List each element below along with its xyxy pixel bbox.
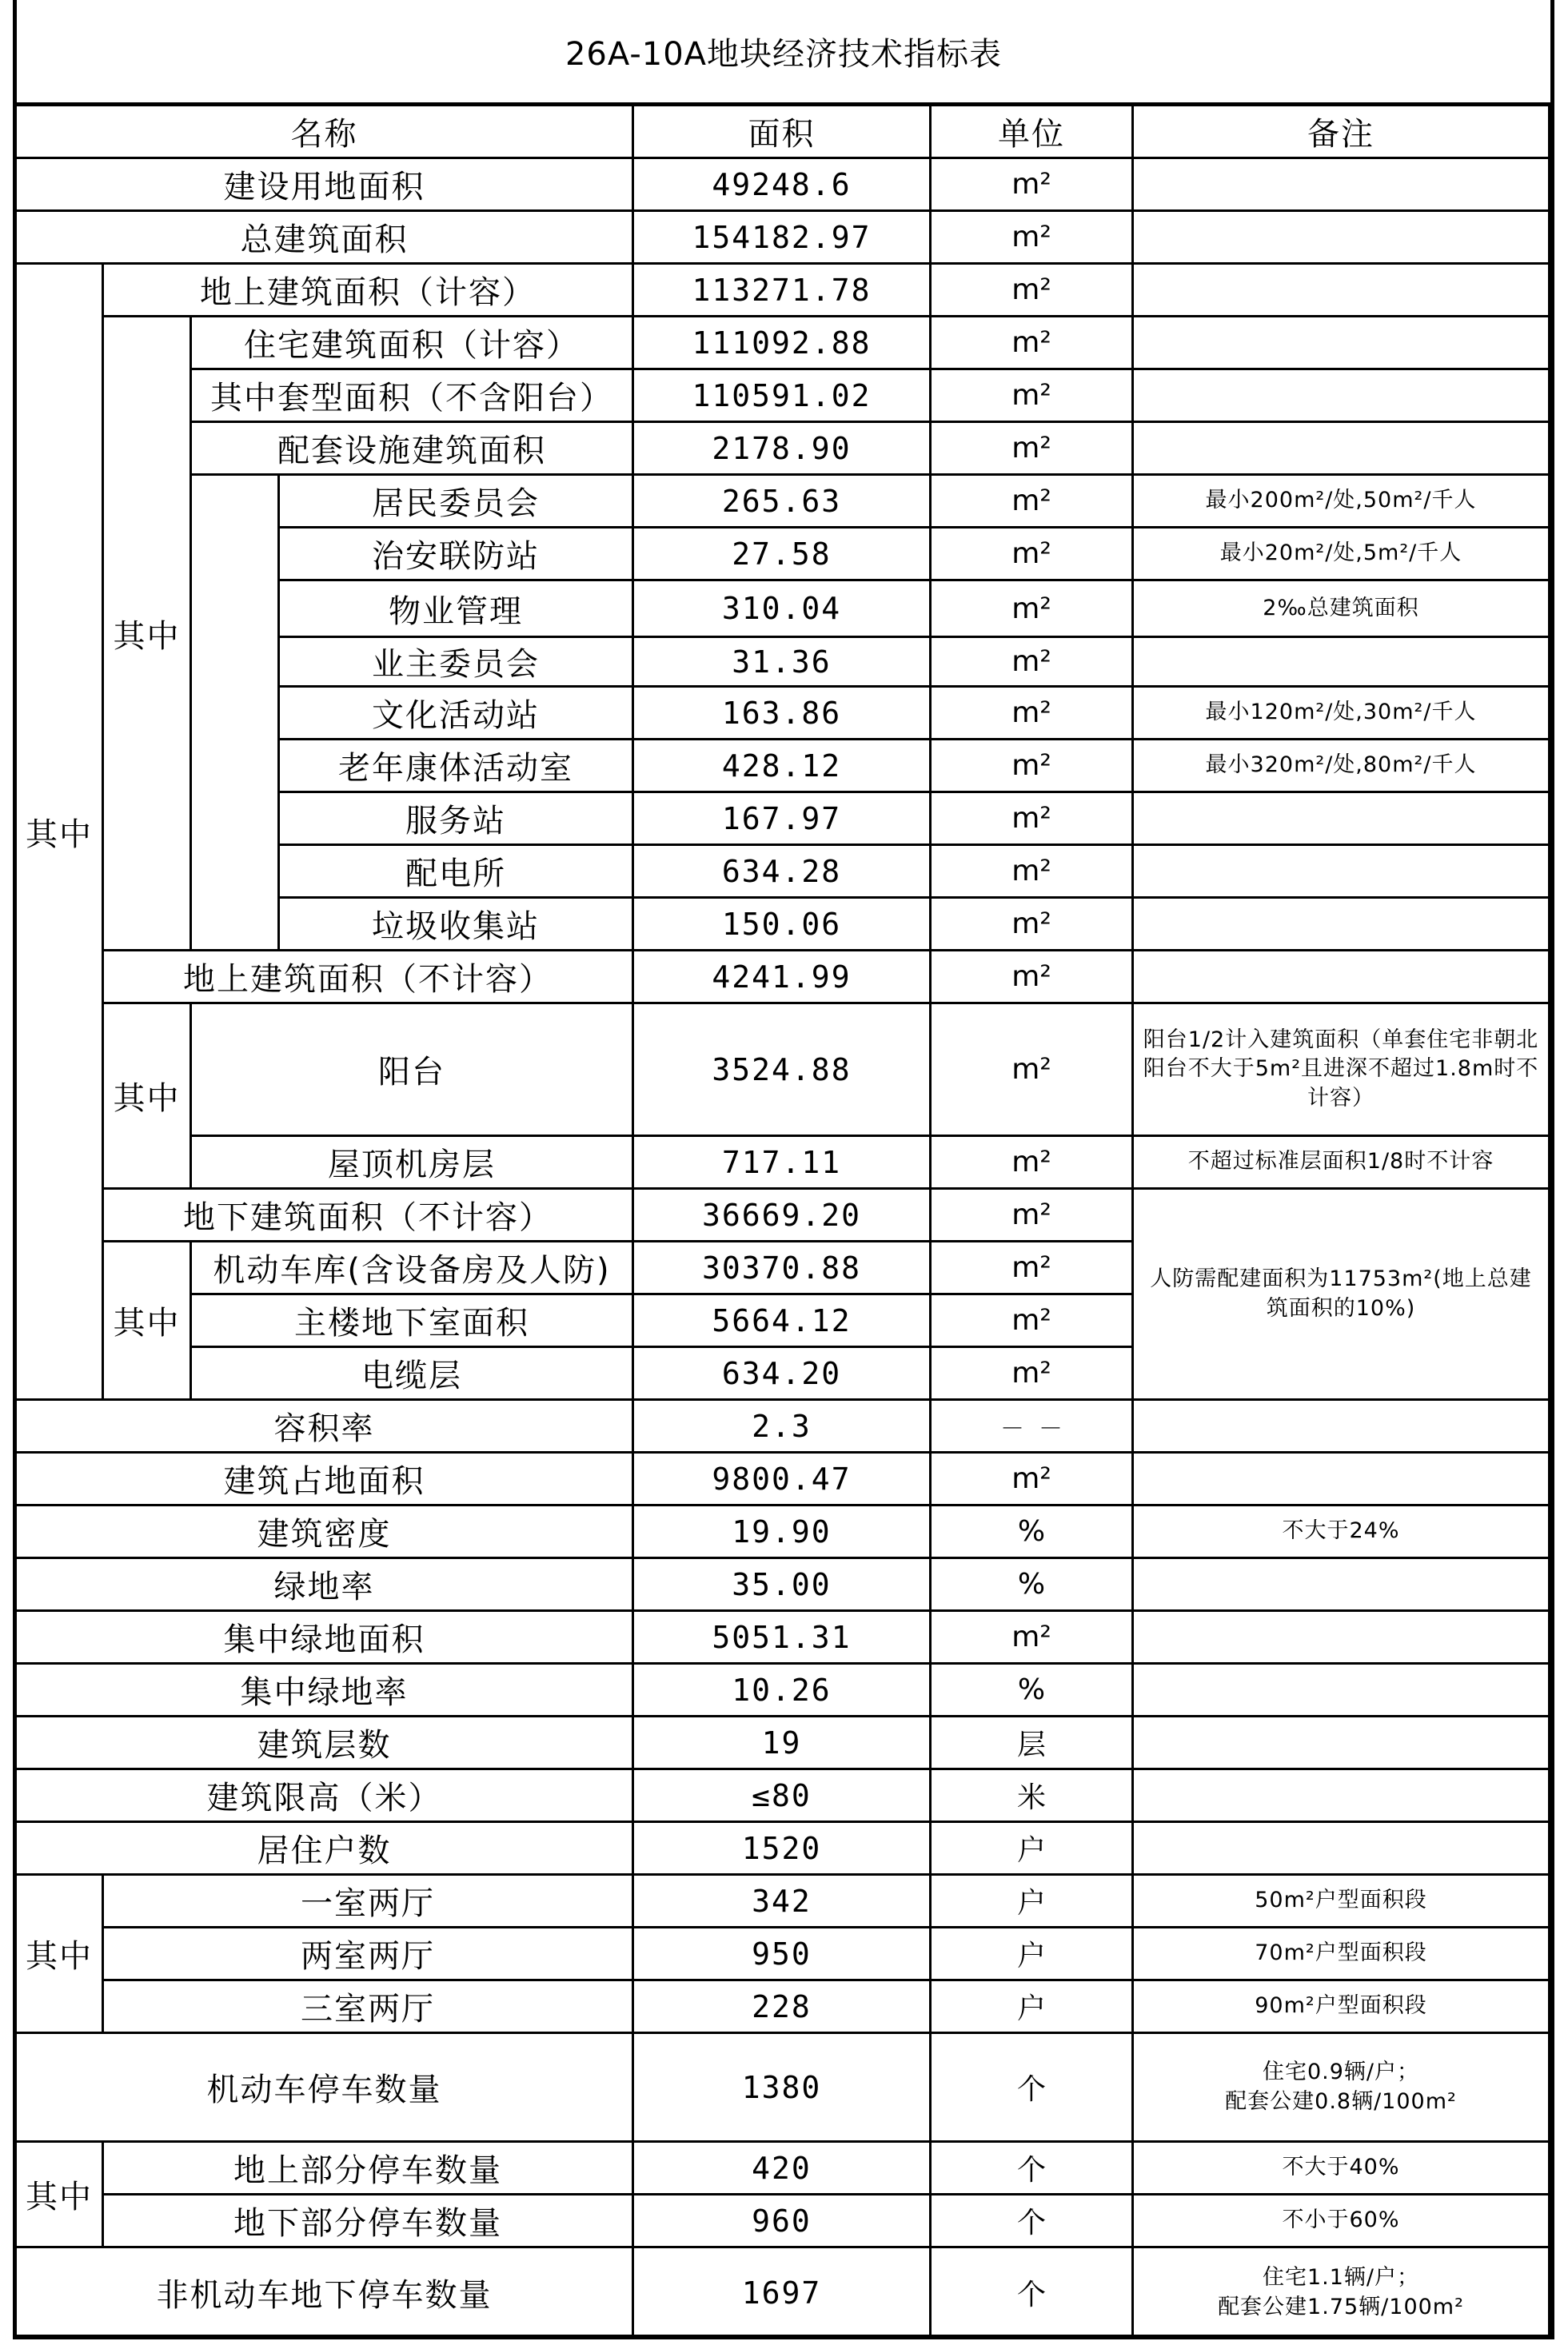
row-name: 配套设施建筑面积 bbox=[192, 423, 634, 476]
row-note bbox=[1134, 1559, 1550, 1612]
row-unit: 个 bbox=[932, 2143, 1134, 2195]
row-unit: m² bbox=[932, 370, 1134, 423]
row-name: 建筑层数 bbox=[17, 1717, 634, 1770]
row-area-value: 154182.97 bbox=[634, 212, 932, 265]
row-note bbox=[1134, 899, 1550, 951]
row-area-value: 228 bbox=[634, 1981, 932, 2034]
row-unit: 层 bbox=[932, 1717, 1134, 1770]
row-unit: m² bbox=[932, 793, 1134, 846]
row-unit: m² bbox=[932, 1137, 1134, 1190]
row-note: 不大于24% bbox=[1134, 1506, 1550, 1559]
row-unit: 个 bbox=[932, 2248, 1134, 2339]
row-area-value: ≤80 bbox=[634, 1770, 932, 1823]
table-title: 26A-10A地块经济技术指标表 bbox=[13, 0, 1554, 106]
row-name: 一室两厅 bbox=[104, 1876, 634, 1928]
row-name: 治安联防站 bbox=[280, 528, 634, 581]
row-note bbox=[1134, 1717, 1550, 1770]
row-unit: 米 bbox=[932, 1770, 1134, 1823]
row-area-value: 167.97 bbox=[634, 793, 932, 846]
row-name bbox=[192, 370, 634, 423]
row-name: 集中绿地面积 bbox=[17, 1612, 634, 1665]
row-name: 住宅建筑面积（计容） bbox=[192, 317, 634, 370]
row-area-value: 428.12 bbox=[634, 740, 932, 793]
row-note: 最小20m²/处,5m²/千人 bbox=[1134, 528, 1550, 581]
row-unit: m² bbox=[932, 1004, 1134, 1137]
row-area-value: 5664.12 bbox=[634, 1295, 932, 1348]
row-area-value: 150.06 bbox=[634, 899, 932, 951]
row-name: 物业管理 bbox=[280, 581, 634, 638]
row-area-value: 27.58 bbox=[634, 528, 932, 581]
row-unit: m² bbox=[932, 423, 1134, 476]
row-unit: 户 bbox=[932, 1928, 1134, 1981]
row-name: 电缆层 bbox=[192, 1348, 634, 1401]
row-area-value: 960 bbox=[634, 2195, 932, 2248]
row-area-value: 2178.90 bbox=[634, 423, 932, 476]
row-name: 居民委员会 bbox=[280, 476, 634, 528]
row-unit: % bbox=[932, 1506, 1134, 1559]
row-name: 建筑密度 bbox=[17, 1506, 634, 1559]
row-note: 70m²户型面积段 bbox=[1134, 1928, 1550, 1981]
header-area: 面积 bbox=[634, 106, 932, 159]
row-note-merged: 人防需配建面积为11753m²(地上总建筑面积的10%) bbox=[1134, 1190, 1550, 1401]
row-note: 不超过标准层面积1/8时不计容 bbox=[1134, 1137, 1550, 1190]
group-label: 其中 bbox=[104, 317, 192, 951]
row-unit: m² bbox=[932, 265, 1134, 317]
row-area-value: 10.26 bbox=[634, 1665, 932, 1717]
row-name: 三室两厅 bbox=[104, 1981, 634, 2034]
row-name: 集中绿地率 bbox=[17, 1665, 634, 1717]
row-unit: m² bbox=[932, 1612, 1134, 1665]
row-name: 机动车停车数量 bbox=[17, 2034, 634, 2143]
row-area-value: 420 bbox=[634, 2143, 932, 2195]
row-unit: m² bbox=[932, 476, 1134, 528]
row-name: 地上建筑面积（计容） bbox=[104, 265, 634, 317]
row-note: 不大于40% bbox=[1134, 2143, 1550, 2195]
row-unit: % bbox=[932, 1665, 1134, 1717]
inline-group-label: 其中 bbox=[210, 380, 277, 417]
row-note: 50m²户型面积段 bbox=[1134, 1876, 1550, 1928]
row-unit: m² bbox=[932, 159, 1134, 212]
row-note bbox=[1134, 265, 1550, 317]
row-note bbox=[1134, 317, 1550, 370]
row-note bbox=[1134, 159, 1550, 212]
row-name: 地上部分停车数量 bbox=[104, 2143, 634, 2195]
row-note bbox=[1134, 370, 1550, 423]
row-area-value: 19.90 bbox=[634, 1506, 932, 1559]
row-name: 建筑占地面积 bbox=[17, 1454, 634, 1506]
row-note bbox=[1134, 793, 1550, 846]
row-note: 阳台1/2计入建筑面积（单套住宅非朝北阳台不大于5m²且进深不超过1.8m时不计容） bbox=[1134, 1004, 1550, 1137]
row-area-value: 634.28 bbox=[634, 846, 932, 899]
row-area-value: 110591.02 bbox=[634, 370, 932, 423]
row-unit: m² bbox=[932, 1242, 1134, 1295]
group-label: 其中 bbox=[17, 2143, 104, 2248]
row-area-value: 163.86 bbox=[634, 688, 932, 740]
row-note bbox=[1134, 1665, 1550, 1717]
row-area-value: 31.36 bbox=[634, 638, 932, 688]
row-name: 垃圾收集站 bbox=[280, 899, 634, 951]
row-area-value: 35.00 bbox=[634, 1559, 932, 1612]
row-note bbox=[1134, 846, 1550, 899]
row-unit: m² bbox=[932, 1454, 1134, 1506]
row-name-text: 套型面积（不含阳台） bbox=[277, 380, 613, 417]
row-note: 2‰总建筑面积 bbox=[1134, 581, 1550, 638]
row-note bbox=[1134, 1770, 1550, 1823]
row-name: 主楼地下室面积 bbox=[192, 1295, 634, 1348]
row-area-value: 9800.47 bbox=[634, 1454, 932, 1506]
row-name: 业主委员会 bbox=[280, 638, 634, 688]
row-name: 总建筑面积 bbox=[17, 212, 634, 265]
row-note: 住宅0.9辆/户； 配套公建0.8辆/100m² bbox=[1134, 2034, 1550, 2143]
row-note bbox=[1134, 1454, 1550, 1506]
row-unit: m² bbox=[932, 581, 1134, 638]
row-area-value: 342 bbox=[634, 1876, 932, 1928]
row-unit: m² bbox=[932, 212, 1134, 265]
row-unit: m² bbox=[932, 846, 1134, 899]
row-unit: 户 bbox=[932, 1876, 1134, 1928]
row-area-value: 1520 bbox=[634, 1823, 932, 1876]
row-area-value: 634.20 bbox=[634, 1348, 932, 1401]
group-label-empty bbox=[192, 476, 280, 951]
row-area-value: 49248.6 bbox=[634, 159, 932, 212]
row-note bbox=[1134, 951, 1550, 1004]
row-unit: 个 bbox=[932, 2195, 1134, 2248]
row-name: 地下部分停车数量 bbox=[104, 2195, 634, 2248]
row-note: 不小于60% bbox=[1134, 2195, 1550, 2248]
row-name: 容积率 bbox=[17, 1401, 634, 1454]
row-unit: m² bbox=[932, 638, 1134, 688]
row-name: 非机动车地下停车数量 bbox=[17, 2248, 634, 2339]
row-unit: m² bbox=[932, 899, 1134, 951]
group-label: 其中 bbox=[104, 1242, 192, 1401]
row-area-value: 2.3 bbox=[634, 1401, 932, 1454]
row-note bbox=[1134, 212, 1550, 265]
row-name: 屋顶机房层 bbox=[192, 1137, 634, 1190]
row-name: 地上建筑面积（不计容） bbox=[104, 951, 634, 1004]
row-area-value: 19 bbox=[634, 1717, 932, 1770]
row-unit: m² bbox=[932, 688, 1134, 740]
row-area-value: 113271.78 bbox=[634, 265, 932, 317]
row-unit: 个 bbox=[932, 2034, 1134, 2143]
row-note bbox=[1134, 1401, 1550, 1454]
header-note: 备注 bbox=[1134, 106, 1550, 159]
group-label: 其中 bbox=[104, 1004, 192, 1190]
row-area-value: 36669.20 bbox=[634, 1190, 932, 1242]
row-note: 住宅1.1辆/户； 配套公建1.75辆/100m² bbox=[1134, 2248, 1550, 2339]
row-name: 建筑限高（米） bbox=[17, 1770, 634, 1823]
row-unit: m² bbox=[932, 951, 1134, 1004]
row-unit: % bbox=[932, 1559, 1134, 1612]
row-name: 建设用地面积 bbox=[17, 159, 634, 212]
row-note bbox=[1134, 638, 1550, 688]
row-name: 老年康体活动室 bbox=[280, 740, 634, 793]
row-note bbox=[1134, 423, 1550, 476]
row-area-value: 1697 bbox=[634, 2248, 932, 2339]
row-name: 配电所 bbox=[280, 846, 634, 899]
row-name: 地下建筑面积（不计容） bbox=[104, 1190, 634, 1242]
row-unit: m² bbox=[932, 317, 1134, 370]
row-name: 服务站 bbox=[280, 793, 634, 846]
row-note bbox=[1134, 1612, 1550, 1665]
row-area-value: 30370.88 bbox=[634, 1242, 932, 1295]
row-note: 最小120m²/处,30m²/千人 bbox=[1134, 688, 1550, 740]
row-note: 90m²户型面积段 bbox=[1134, 1981, 1550, 2034]
row-unit: m² bbox=[932, 528, 1134, 581]
row-note: 最小200m²/处,50m²/千人 bbox=[1134, 476, 1550, 528]
row-area-value: 950 bbox=[634, 1928, 932, 1981]
row-name: 两室两厅 bbox=[104, 1928, 634, 1981]
row-note bbox=[1134, 1823, 1550, 1876]
row-unit: m² bbox=[932, 740, 1134, 793]
row-unit: m² bbox=[932, 1190, 1134, 1242]
row-name: 居住户数 bbox=[17, 1823, 634, 1876]
row-area-value: 265.63 bbox=[634, 476, 932, 528]
row-unit: 户 bbox=[932, 1981, 1134, 2034]
row-area-value: 5051.31 bbox=[634, 1612, 932, 1665]
group-label: 其中 bbox=[17, 1876, 104, 2034]
row-area-value: 111092.88 bbox=[634, 317, 932, 370]
row-area-value: 717.11 bbox=[634, 1137, 932, 1190]
row-unit: m² bbox=[932, 1295, 1134, 1348]
row-unit: 户 bbox=[932, 1823, 1134, 1876]
row-area-value: 4241.99 bbox=[634, 951, 932, 1004]
row-area-value: 310.04 bbox=[634, 581, 932, 638]
row-note: 最小320m²/处,80m²/千人 bbox=[1134, 740, 1550, 793]
group-label: 其中 bbox=[17, 265, 104, 1401]
row-name: 绿地率 bbox=[17, 1559, 634, 1612]
row-area-value: 1380 bbox=[634, 2034, 932, 2143]
row-unit: － － bbox=[932, 1401, 1134, 1454]
row-name: 阳台 bbox=[192, 1004, 634, 1137]
row-name: 机动车库(含设备房及人防) bbox=[192, 1242, 634, 1295]
row-area-value: 3524.88 bbox=[634, 1004, 932, 1137]
header-name: 名称 bbox=[17, 106, 634, 159]
row-name: 文化活动站 bbox=[280, 688, 634, 740]
header-unit: 单位 bbox=[932, 106, 1134, 159]
row-unit: m² bbox=[932, 1348, 1134, 1401]
